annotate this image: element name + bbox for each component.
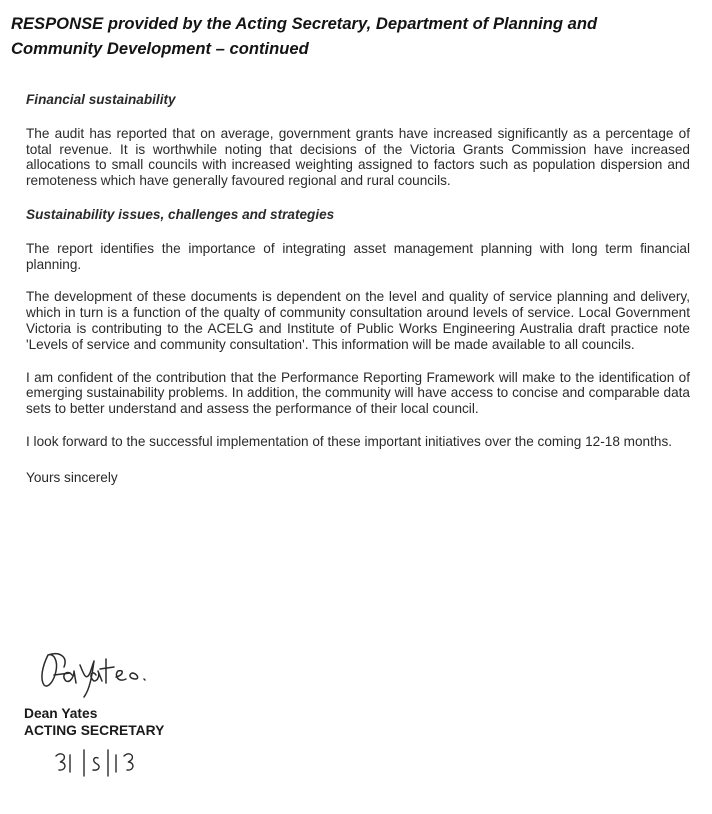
handwritten-signature [34,645,164,700]
heading-line-2: Community Development – continued [11,39,309,58]
handwritten-date [50,746,140,780]
page-heading [11,11,706,61]
signatory-title: ACTING SECRETARY [24,723,165,738]
section-title-sustainability: Sustainability issues, challenges and strategies [26,206,335,222]
signatory-name: Dean Yates [24,706,98,721]
paragraph-service-planning: The development of these documents is dependent on the level and quality of service planning and delivery, which in turn is a function of the qualty of community consultation around levels of service. Local Government Victoria is contributing to the ACELG and Institute of Public Works Engineering Australia draft practice note 'Levels of service and community consultation'. This information will be made available to all councils. [26,289,690,352]
paragraph-implementation: I look forward to the successful implementation of these important initiatives over the coming 12-18 months. [26,433,673,449]
paragraph-financial: The audit has reported that on average, government grants have increased significantly as a percentage of total revenue. It is worthwhile noting that decisions of the Victoria Grants Commission have increased allocations to small councils with increased weighting assigned to factors such as population dispersion and remoteness which have generally favoured regional and rural councils. [26,125,690,189]
closing-salutation: Yours sincerely [26,469,118,485]
section-title-financial: Financial sustainability [26,92,176,107]
heading-line-1: RESPONSE provided by the Acting Secretary, Department of Planning and [11,14,598,33]
letter-body [26,92,690,486]
paragraph-reporting-framework: I am confident of the contribution that the Performance Reporting Framework will make to the identification of emerging sustainability problems. In addition, the community will have access to concise and comparable data sets to better understand and assess the performance of their local council. [26,369,690,417]
paragraph-asset-planning: The report identifies the importance of integrating asset management planning with long term financial planning. [26,240,690,272]
